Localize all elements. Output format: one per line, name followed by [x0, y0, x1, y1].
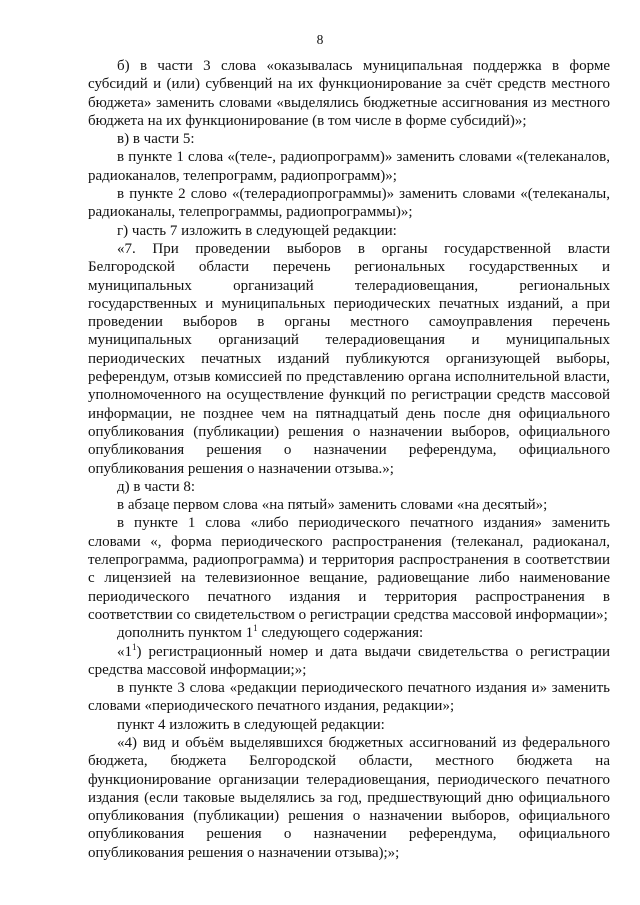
- paragraph: [88, 478, 610, 496]
- paragraph-text: пункт 4 изложить в следующей редакции:: [117, 716, 385, 733]
- document-body: [88, 57, 610, 862]
- paragraph-text: г) часть 7 изложить в следующей редакции:: [117, 222, 397, 239]
- paragraph: [88, 222, 610, 240]
- paragraph: [88, 496, 610, 514]
- superscript: 1: [132, 641, 137, 652]
- paragraph-text: «7. При проведении выборов в органы государственной власти Белгородской области перечень региональных государственных и муниципальных организаций телерадиовещания, региональных государственных и муниципальных периодических печатных изданий, а при проведении выборов в органы местного самоуправления перечень муниципальных организаций телерадиовещания и муниципальных периодических печатных изданий публикуются организующей выборы, референдум, отзыв комиссией по представлению органа исполнительной власти, уполномоченного на осуществление функций по регистрации средств массовой информации, не позднее чем на пятнадцатый день после дня официального опубликования (публикации) решения о назначении выборов, официального опубликования решения о назначении референдума, официального опубликования решения о назначении отзыва.»;: [88, 240, 610, 477]
- superscript: 1: [253, 623, 258, 634]
- paragraph-text: в абзаце первом слова «на пятый» заменить словами «на десятый»;: [117, 497, 548, 514]
- paragraph-text: в) в части 5:: [117, 131, 195, 148]
- paragraph: [88, 130, 610, 148]
- paragraph-text: следующего содержания:: [257, 625, 424, 642]
- paragraph-text: в пункте 3 слова «редакции периодического печатного издания и» заменить словами «периодического печатного издания, редакции»;: [88, 680, 610, 715]
- paragraph: [88, 57, 610, 130]
- paragraph: [88, 185, 610, 222]
- paragraph: [88, 514, 610, 624]
- paragraph-text: в пункте 1 слова «либо периодического печатного издания» заменить словами «, форма периодического распространения (телеканал, радиоканал, телепрограмма, радиопрограмма) и территория распространения в соответствии с лицензией на телевизионное вещание, радиовещание либо наименование периодического печатного издания и территория распространения в соответствии со свидетельством о регистрации средства массовой информации»;: [88, 515, 610, 623]
- paragraph: [88, 716, 610, 734]
- paragraph-text: дополнить пунктом 1: [117, 625, 254, 642]
- paragraph-text: ) регистрационный номер и дата выдачи свидетельства о регистрации средства массовой информации;»;: [88, 643, 610, 678]
- paragraph: [88, 240, 610, 478]
- paragraph-text: в пункте 2 слово «(телерадиопрограммы)» заменить словами «(телеканалы, радиоканалы, телепрограммы, радиопрограммы)»;: [88, 186, 610, 221]
- paragraph-text: б) в части 3 слова «оказывалась муниципальная поддержка в форме субсидий и (или) субвенций на их функционирование за счёт средств местного бюджета» заменить словами «выделялись бюджетные ассигнования из местного бюджета на их функционирование (в том числе в форме субсидий)»;: [88, 58, 610, 129]
- paragraph-text: д) в части 8:: [117, 478, 196, 495]
- paragraph: [88, 148, 610, 185]
- paragraph-text: «4) вид и объём выделявшихся бюджетных ассигнований из федерального бюджета, бюджета Белгородской области, местного бюджета на функционирование организации телерадиовещания, периодического печатного издания (если таковые выделялись за год, предшествующий дню официального опубликования (публикации) решения о назначении выборов, официального опубликования решения о назначении референдума, официального опубликования решения о назначении отзыва);»;: [88, 734, 610, 861]
- paragraph: [88, 679, 610, 716]
- paragraph: [88, 643, 610, 680]
- page-number: 8: [316, 32, 324, 47]
- paragraph-text: в пункте 1 слова «(теле-, радиопрограмм)» заменить словами «(телеканалов, радиоканалов, телепрограмм, радиопрограмм)»;: [88, 149, 610, 184]
- paragraph: [88, 624, 610, 642]
- paragraph: [88, 734, 610, 862]
- paragraph-text: «1: [117, 643, 132, 660]
